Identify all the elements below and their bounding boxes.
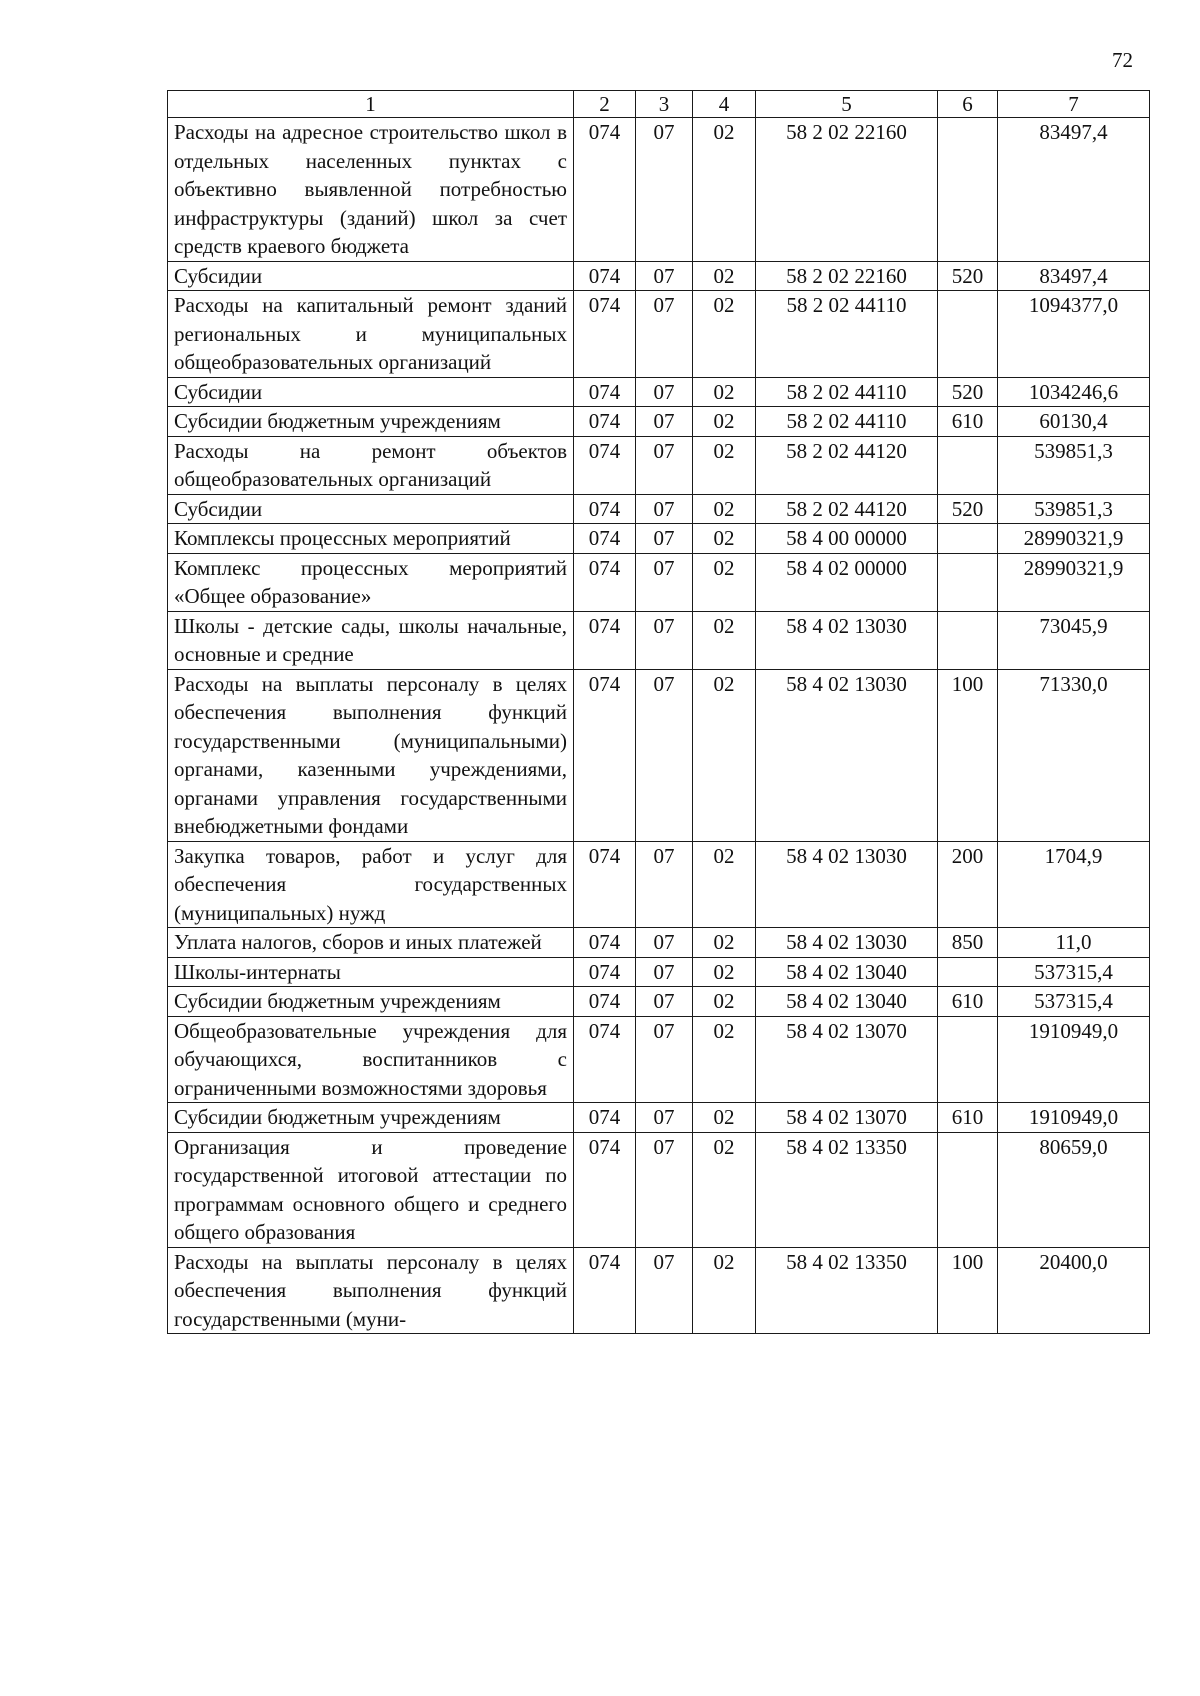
section-code: 07 <box>636 611 693 669</box>
table-row <box>168 377 1150 407</box>
section-code: 07 <box>636 669 693 841</box>
item-name: Субсидии <box>168 377 574 407</box>
ministry-code: 074 <box>574 494 636 524</box>
expense-type-code: 200 <box>938 841 998 928</box>
amount: 537315,4 <box>998 957 1150 987</box>
table-row <box>168 928 1150 958</box>
table-row <box>168 291 1150 378</box>
subsection-code: 02 <box>693 957 756 987</box>
table-row <box>168 957 1150 987</box>
section-code: 07 <box>636 377 693 407</box>
expense-type-code: 850 <box>938 928 998 958</box>
target-article-code: 58 4 02 13070 <box>756 1016 938 1103</box>
target-article-code: 58 4 02 13030 <box>756 669 938 841</box>
item-name: Субсидии бюджетным учреждениям <box>168 1103 574 1133</box>
column-header: 6 <box>938 91 998 118</box>
section-code: 07 <box>636 407 693 437</box>
amount: 537315,4 <box>998 987 1150 1017</box>
item-name: Расходы на выплаты персоналу в целях обеспечения выполнения функций государственными (муниципальными) органами, казенными учреждениями, органами управления государственными внебюджетными фондами <box>168 669 574 841</box>
amount: 539851,3 <box>998 494 1150 524</box>
ministry-code: 074 <box>574 957 636 987</box>
subsection-code: 02 <box>693 1132 756 1247</box>
page-number: 72 <box>1112 48 1133 72</box>
table-row <box>168 987 1150 1017</box>
expense-type-code: 610 <box>938 987 998 1017</box>
table-row <box>168 553 1150 611</box>
amount: 1704,9 <box>998 841 1150 928</box>
section-code: 07 <box>636 494 693 524</box>
ministry-code: 074 <box>574 611 636 669</box>
expense-type-code <box>938 611 998 669</box>
ministry-code: 074 <box>574 1016 636 1103</box>
target-article-code: 58 2 02 22160 <box>756 118 938 262</box>
item-name: Школы - детские сады, школы начальные, основные и средние <box>168 611 574 669</box>
amount: 11,0 <box>998 928 1150 958</box>
table-row <box>168 261 1150 291</box>
column-header: 3 <box>636 91 693 118</box>
table-row <box>168 118 1150 262</box>
amount: 73045,9 <box>998 611 1150 669</box>
expense-type-code <box>938 957 998 987</box>
item-name: Расходы на ремонт объектов общеобразовательных организаций <box>168 436 574 494</box>
section-code: 07 <box>636 957 693 987</box>
ministry-code: 074 <box>574 553 636 611</box>
ministry-code: 074 <box>574 669 636 841</box>
target-article-code: 58 2 02 44110 <box>756 377 938 407</box>
amount: 20400,0 <box>998 1247 1150 1334</box>
table-row <box>168 407 1150 437</box>
target-article-code: 58 2 02 44110 <box>756 291 938 378</box>
section-code: 07 <box>636 291 693 378</box>
amount: 1910949,0 <box>998 1016 1150 1103</box>
expense-type-code <box>938 436 998 494</box>
target-article-code: 58 2 02 44110 <box>756 407 938 437</box>
amount: 28990321,9 <box>998 553 1150 611</box>
target-article-code: 58 4 02 13030 <box>756 841 938 928</box>
amount: 71330,0 <box>998 669 1150 841</box>
column-header: 5 <box>756 91 938 118</box>
table-row <box>168 1103 1150 1133</box>
item-name: Расходы на капитальный ремонт зданий региональных и муниципальных общеобразовательных организаций <box>168 291 574 378</box>
ministry-code: 074 <box>574 524 636 554</box>
subsection-code: 02 <box>693 407 756 437</box>
expense-type-code: 520 <box>938 377 998 407</box>
amount: 83497,4 <box>998 118 1150 262</box>
expense-type-code: 520 <box>938 261 998 291</box>
amount: 539851,3 <box>998 436 1150 494</box>
subsection-code: 02 <box>693 524 756 554</box>
section-code: 07 <box>636 524 693 554</box>
subsection-code: 02 <box>693 1247 756 1334</box>
amount: 1094377,0 <box>998 291 1150 378</box>
ministry-code: 074 <box>574 118 636 262</box>
section-code: 07 <box>636 1247 693 1334</box>
item-name: Расходы на выплаты персоналу в целях обеспечения выполнения функций государственными (муни- <box>168 1247 574 1334</box>
section-code: 07 <box>636 553 693 611</box>
subsection-code: 02 <box>693 669 756 841</box>
item-name: Комплексы процессных мероприятий <box>168 524 574 554</box>
expense-type-code: 520 <box>938 494 998 524</box>
section-code: 07 <box>636 987 693 1017</box>
ministry-code: 074 <box>574 1247 636 1334</box>
expense-type-code: 610 <box>938 1103 998 1133</box>
column-header: 7 <box>998 91 1150 118</box>
table-row <box>168 669 1150 841</box>
target-article-code: 58 4 00 00000 <box>756 524 938 554</box>
ministry-code: 074 <box>574 841 636 928</box>
table-row <box>168 841 1150 928</box>
amount: 1034246,6 <box>998 377 1150 407</box>
subsection-code: 02 <box>693 494 756 524</box>
section-code: 07 <box>636 1103 693 1133</box>
item-name: Школы-интернаты <box>168 957 574 987</box>
item-name: Субсидии бюджетным учреждениям <box>168 987 574 1017</box>
item-name: Субсидии <box>168 261 574 291</box>
target-article-code: 58 4 02 00000 <box>756 553 938 611</box>
expense-type-code <box>938 1132 998 1247</box>
expense-type-code <box>938 291 998 378</box>
target-article-code: 58 2 02 44120 <box>756 436 938 494</box>
target-article-code: 58 4 02 13040 <box>756 987 938 1017</box>
expense-type-code <box>938 553 998 611</box>
subsection-code: 02 <box>693 611 756 669</box>
subsection-code: 02 <box>693 1016 756 1103</box>
amount: 80659,0 <box>998 1132 1150 1247</box>
table-row <box>168 611 1150 669</box>
table-row <box>168 1132 1150 1247</box>
amount: 1910949,0 <box>998 1103 1150 1133</box>
expense-type-code <box>938 118 998 262</box>
table-row <box>168 1247 1150 1334</box>
item-name: Расходы на адресное строительство школ в отдельных населенных пунктах с объективно выявленной потребностью инфраструктуры (зданий) школ за счет средств краевого бюджета <box>168 118 574 262</box>
section-code: 07 <box>636 118 693 262</box>
section-code: 07 <box>636 436 693 494</box>
amount: 83497,4 <box>998 261 1150 291</box>
section-code: 07 <box>636 841 693 928</box>
section-code: 07 <box>636 928 693 958</box>
item-name: Организация и проведение государственной итоговой аттестации по программам основного общего и среднего общего образования <box>168 1132 574 1247</box>
table-row <box>168 436 1150 494</box>
target-article-code: 58 4 02 13350 <box>756 1247 938 1334</box>
target-article-code: 58 2 02 22160 <box>756 261 938 291</box>
subsection-code: 02 <box>693 1103 756 1133</box>
section-code: 07 <box>636 1132 693 1247</box>
ministry-code: 074 <box>574 407 636 437</box>
target-article-code: 58 2 02 44120 <box>756 494 938 524</box>
item-name: Закупка товаров, работ и услуг для обеспечения государственных (муниципальных) нужд <box>168 841 574 928</box>
target-article-code: 58 4 02 13070 <box>756 1103 938 1133</box>
ministry-code: 074 <box>574 1132 636 1247</box>
table-row <box>168 524 1150 554</box>
amount: 28990321,9 <box>998 524 1150 554</box>
ministry-code: 074 <box>574 928 636 958</box>
target-article-code: 58 4 02 13030 <box>756 611 938 669</box>
header-row <box>168 91 1150 118</box>
subsection-code: 02 <box>693 553 756 611</box>
subsection-code: 02 <box>693 377 756 407</box>
column-header: 2 <box>574 91 636 118</box>
budget-table <box>167 90 1150 1334</box>
target-article-code: 58 4 02 13350 <box>756 1132 938 1247</box>
expense-type-code: 100 <box>938 669 998 841</box>
subsection-code: 02 <box>693 261 756 291</box>
column-header: 1 <box>168 91 574 118</box>
section-code: 07 <box>636 1016 693 1103</box>
item-name: Субсидии <box>168 494 574 524</box>
section-code: 07 <box>636 261 693 291</box>
column-header: 4 <box>693 91 756 118</box>
expense-type-code: 100 <box>938 1247 998 1334</box>
item-name: Общеобразовательные учреждения для обучающихся, воспитанников с ограниченными возможностями здоровья <box>168 1016 574 1103</box>
expense-type-code: 610 <box>938 407 998 437</box>
subsection-code: 02 <box>693 436 756 494</box>
ministry-code: 074 <box>574 261 636 291</box>
item-name: Субсидии бюджетным учреждениям <box>168 407 574 437</box>
subsection-code: 02 <box>693 987 756 1017</box>
ministry-code: 074 <box>574 377 636 407</box>
item-name: Комплекс процессных мероприятий «Общее образование» <box>168 553 574 611</box>
target-article-code: 58 4 02 13040 <box>756 957 938 987</box>
subsection-code: 02 <box>693 118 756 262</box>
item-name: Уплата налогов, сборов и иных платежей <box>168 928 574 958</box>
ministry-code: 074 <box>574 987 636 1017</box>
subsection-code: 02 <box>693 291 756 378</box>
table-row <box>168 1016 1150 1103</box>
ministry-code: 074 <box>574 436 636 494</box>
subsection-code: 02 <box>693 928 756 958</box>
expense-type-code <box>938 524 998 554</box>
table-row <box>168 494 1150 524</box>
amount: 60130,4 <box>998 407 1150 437</box>
ministry-code: 074 <box>574 1103 636 1133</box>
expense-type-code <box>938 1016 998 1103</box>
subsection-code: 02 <box>693 841 756 928</box>
ministry-code: 074 <box>574 291 636 378</box>
target-article-code: 58 4 02 13030 <box>756 928 938 958</box>
